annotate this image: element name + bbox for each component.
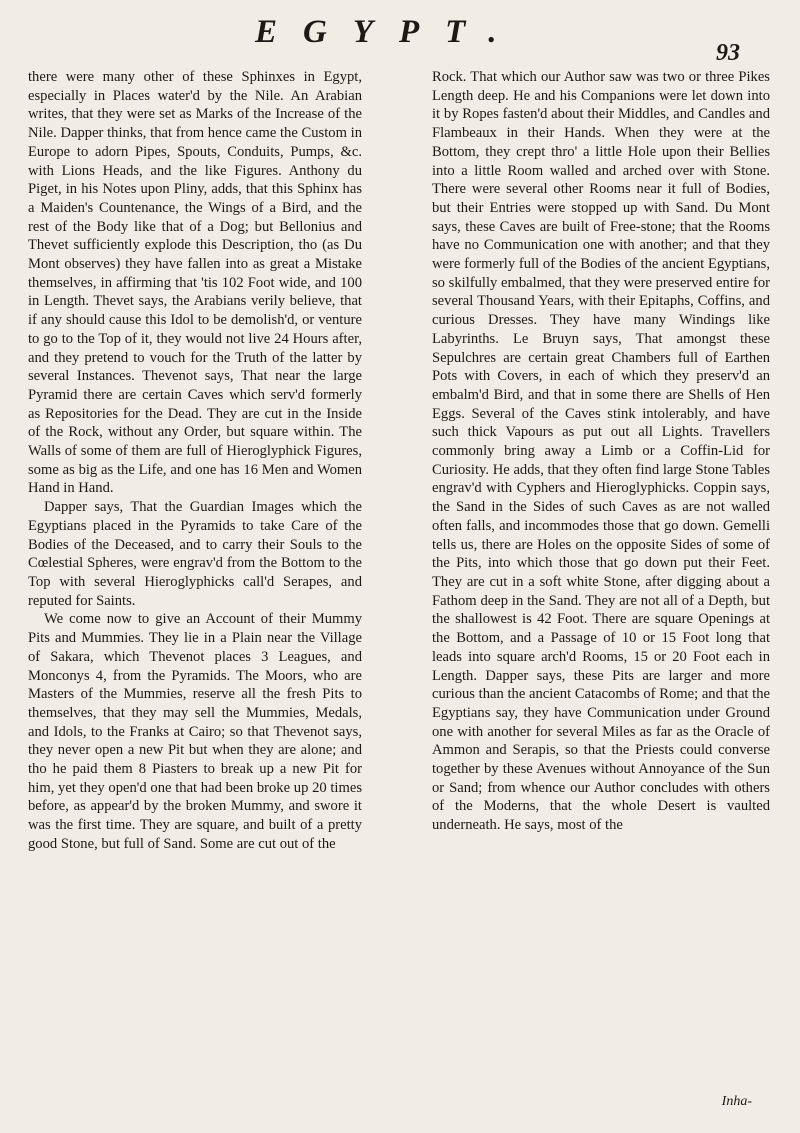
left-paragraph-3: We come now to give an Account of their Mummy Pits and Mummies. They lie in a Plain near the Village of Sakara, which Thevenot places 3 Leagues, and Monconys 4, from the Pyramids. The Moors, who are Masters of the Mummies, reserve all the fresh Pits to themselves, that they may sell the Mummies, Medals, and Idols, to the Franks at Cairo; so that Thevenot says, they never open a new Pit but when they are alone; and tho he paid them 8 Piasters to break up a new Pit for him, yet they open'd one that had been broke up 20 times before, as appear'd by the broken Mummy, and swore it was the first time. They are square, and built of a pretty good Stone, but full of Sand. Some are cut out of the [28,611,362,852]
page-number: 93 [716,40,740,66]
right-column [432,68,770,835]
left-column [28,68,362,854]
running-head: EGYPT. [255,14,523,50]
right-paragraph-1: Rock. That which our Author saw was two or three Pikes Length deep. He and his Companions were let down into it by Ropes fasten'd about their Middles, and Candles and Flambeaux in their Hands. When they were at the Bottom, they crept thro' a little Hole upon their Bellies into a little Room walled and arched over with Stone. There were several other Rooms near it full of Bodies, but their Entries were stopped up with Sand. Du Mont says, these Caves are built of Free-stone; that the Rooms have no Communication one with another; and that they were formerly full of the Bodies of the ancient Egyptians, so skilfully embalmed, that they were preserved entire for several Thousand Years, with their Epitaphs, Coffins, and curious Dresses. They have many Windings like Labyrinths. Le Bruyn says, That amongst these Sepulchres are certain great Chambers full of Earthen Pots with Covers, in each of which they preserv'd an embalm'd Bird, and that in some there are Shells of Hen Eggs. Several of the Caves stink intolerably, and have such thick Vapours as put out all Lights. Travellers commonly bring away a Limb or a Coffin-Lid for Curiosity. He adds, that they often find large Stone Tables engrav'd with Cyphers and Hieroglyphicks. Coppin says, the Sand in the Sides of such Caves as are not walled often falls, and incommodes those that go down. Gemelli tells us, there are Holes on the opposite Sides of some of the Pits, into which those that go down put their Feet. They are cut in a soft white Stone, after digging about a Fathom deep in the Sand. They are not all of a Depth, but the shallowest is 42 Foot. There are square Openings at the Bottom, and a Passage of 10 or 15 Foot long that leads into square arch'd Rooms, 15 or 20 Foot each in Length. Dapper says, these Pits are larger and more curious than the ancient Catacombs of Rome; and that the Egyptians say, they have Communication under Ground one with another for several Miles as far as the Oracle of Ammon and Serapis, so that the Priests could converse together by these Avenues without Annoyance of the Sun or Sand; from whence our Author concludes with others of the Moderns, that the whole Desert is vaulted underneath. He says, most of the [432,69,770,834]
left-paragraph-1: there were many other of these Sphinxes in Egypt, especially in Places water'd by the Nile. An Arabian writes, that they were set as Marks of the Increase of the Nile. Dapper thinks, that from hence came the Custom in Europe to adorn Pipes, Spouts, Conduits, Pumps, &c. with Lions Heads, and the like Figures. Anthony du Piget, in his Notes upon Pliny, adds, that this Sphinx has a Maiden's Countenance, the Wings of a Bird, and the rest of the Body like that of a Dog; but Bellonius and Thevet sufficiently explode this Description, tho (as Du Mont observes) they have fallen into as great a Mistake themselves, in affirming that 'tis 102 Foot wide, and 100 in Length. Thevet says, the Arabians verily believe, that if any should cause this Idol to be demolish'd, or venture to go to the Top of it, they would not live 24 Hours after, and they pretend to vouch for the Truth of the latter by several Instances. Thevenot says, That near the large Pyramid there are certain Caves which serv'd formerly as Repositories for the Dead. They are cut in the Inside of the Rock, without any Order, but square within. The Walls of some of them are full of Hieroglyphick Figures, some as big as the Life, and one has 16 Men and Women Hand in Hand. [28,69,362,497]
catchword: Inha- [721,1094,752,1109]
left-paragraph-2: Dapper says, That the Guardian Images which the Egyptians placed in the Pyramids to take Care of the Bodies of the Deceased, and to carry their Souls to the Cœlestial Spheres, were engrav'd from the Bottom to the Top with several Hieroglyphicks call'd Serapes, and reputed for Saints. [28,499,362,609]
